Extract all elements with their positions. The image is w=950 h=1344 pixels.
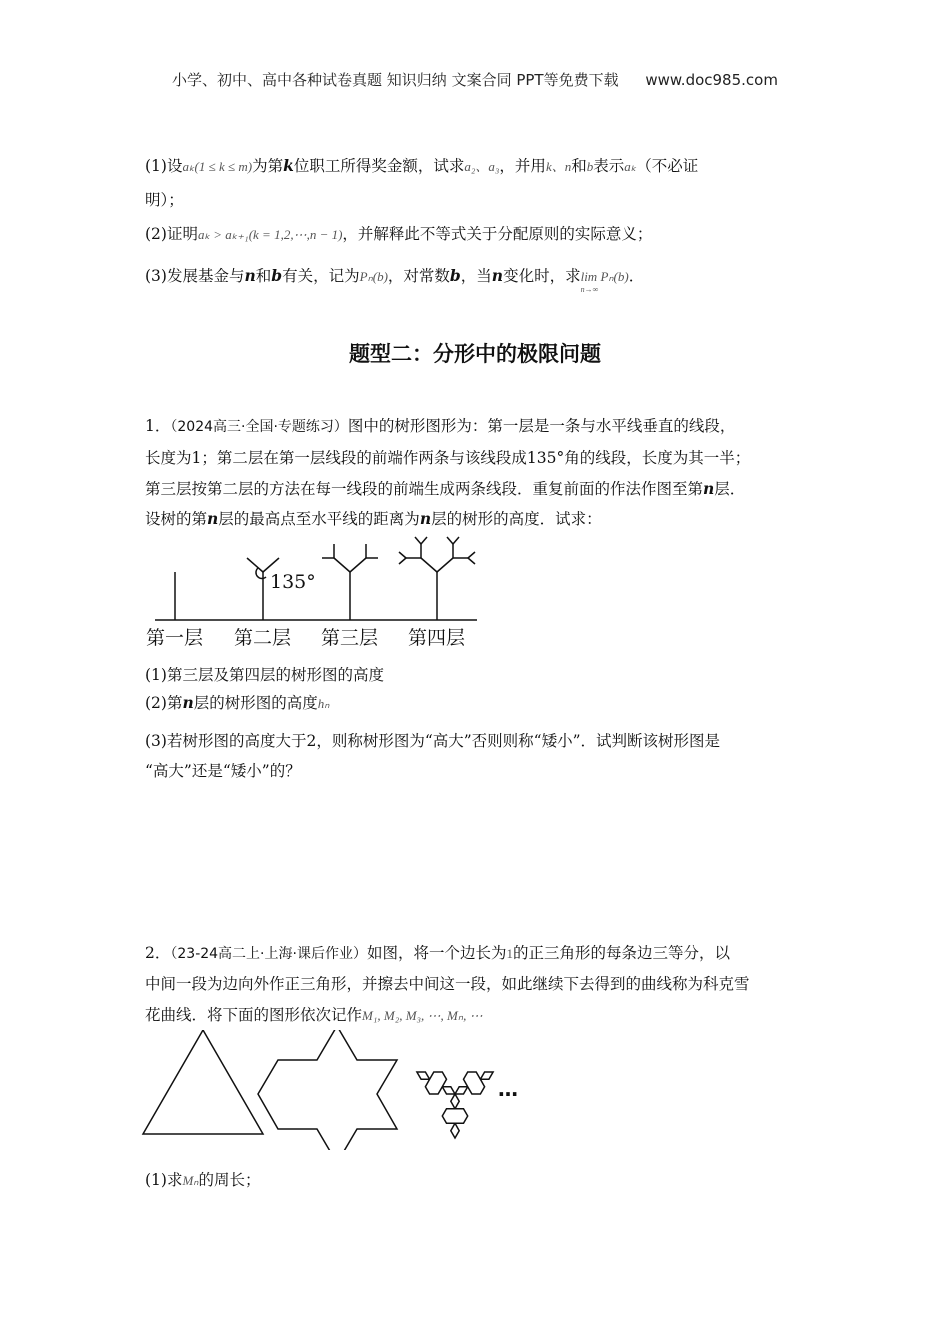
p2-line2: 中间一段为边向外作正三角形，并擦去中间这一段，如此继续下去得到的曲线称为科克雪 [145, 975, 750, 993]
header-text: 小学、初中、高中各种试卷真题 知识归纳 文案合同 PPT等免费下载 [172, 71, 619, 89]
prev-q1-line1: (1)设aₖ(1 ≤ k ≤ m)为第k位职工所得奖金额，试求a₂、a₃，并用k、n和b表示aₖ（不必证 [145, 156, 699, 175]
p1-q3-line2: “高大”还是“矮小”的？ [145, 762, 301, 780]
prev-q2: (2)证明aₖ > aₖ₊₁(k = 1,2,⋯,n − 1)，并解释此不等式关于分配原则的实际意义； [145, 225, 653, 243]
koch-figure [140, 1030, 540, 1150]
p2-line3: 花曲线．将下面的图形依次记作M₁, M₂, M₃, ⋯, Mₙ, ⋯ [145, 1006, 483, 1024]
prev-q3: (3)发展基金与n和b有关，记为Pₙ(b)，对常数b，当n变化时，求lim Pₙ(b) n→∞ ． [145, 266, 645, 294]
math-pn: Pₙ(b) [359, 269, 388, 284]
layer-label-2: 第二层 [234, 627, 292, 649]
p1-q1: (1)第三层及第四层的树形图的高度 [145, 666, 384, 684]
p1-q2: (2)第n层的树形图的高度hₙ [145, 693, 330, 712]
section-title: 题型二：分形中的极限问题 [349, 342, 601, 366]
angle-label: 135° [270, 571, 316, 593]
koch-m1 [143, 1030, 263, 1134]
p1-q3-line1: (3)若树形图的高度大于2，则称树形图为“高大”否则则称“矮小”．试判断该树形图是 [145, 732, 721, 750]
koch-m2 [258, 1030, 397, 1150]
koch-m3 [417, 1072, 493, 1138]
p1-line1: 1．（2024高三·全国·专题练习）图中的树形图形为：第一层是一条与水平线垂直的线段， [145, 417, 736, 435]
header-site: www.doc985.com [645, 71, 778, 89]
prev-q1-line2: 明）； [145, 191, 184, 209]
p2-q1: (1)求Mₙ的周长； [145, 1171, 261, 1189]
math-sequence: M₁, M₂, M₃, ⋯, Mₙ, ⋯ [362, 1008, 483, 1023]
math-limit: lim Pₙ(b) n→∞ [580, 269, 629, 294]
page-header [0, 69, 950, 90]
tree-layer3 [322, 544, 378, 620]
layer-label-1: 第一层 [146, 627, 204, 649]
tree-layer4 [399, 537, 475, 620]
math-a2a3: a₂、a₃ [464, 159, 500, 174]
math-hn: hₙ [317, 696, 330, 711]
p2-line1: 2．（23-24高二上·上海·课后作业）如图，将一个边长为1的正三角形的每条边三等分，以 [145, 944, 730, 962]
layer-label-4: 第四层 [408, 627, 466, 649]
p1-line2: 长度为1；第二层在第一层线段的前端作两条与该线段成135°角的线段，长度为其一半； [145, 449, 751, 467]
p1-line3: 第三层按第二层的方法在每一线段的前端生成两条线段．重复前面的作法作图至第n层． [145, 479, 746, 498]
figure-ellipsis: … [498, 1077, 518, 1101]
layer-label-3: 第三层 [321, 627, 379, 649]
tree-figure [140, 530, 490, 656]
math-ak-range: aₖ(1 ≤ k ≤ m) [182, 159, 253, 174]
math-inequality: aₖ > aₖ₊₁(k = 1,2,⋯,n − 1) [197, 227, 343, 242]
p1-line4: 设树的第n层的最高点至水平线的距离为n层的树形的高度．试求： [145, 509, 602, 528]
